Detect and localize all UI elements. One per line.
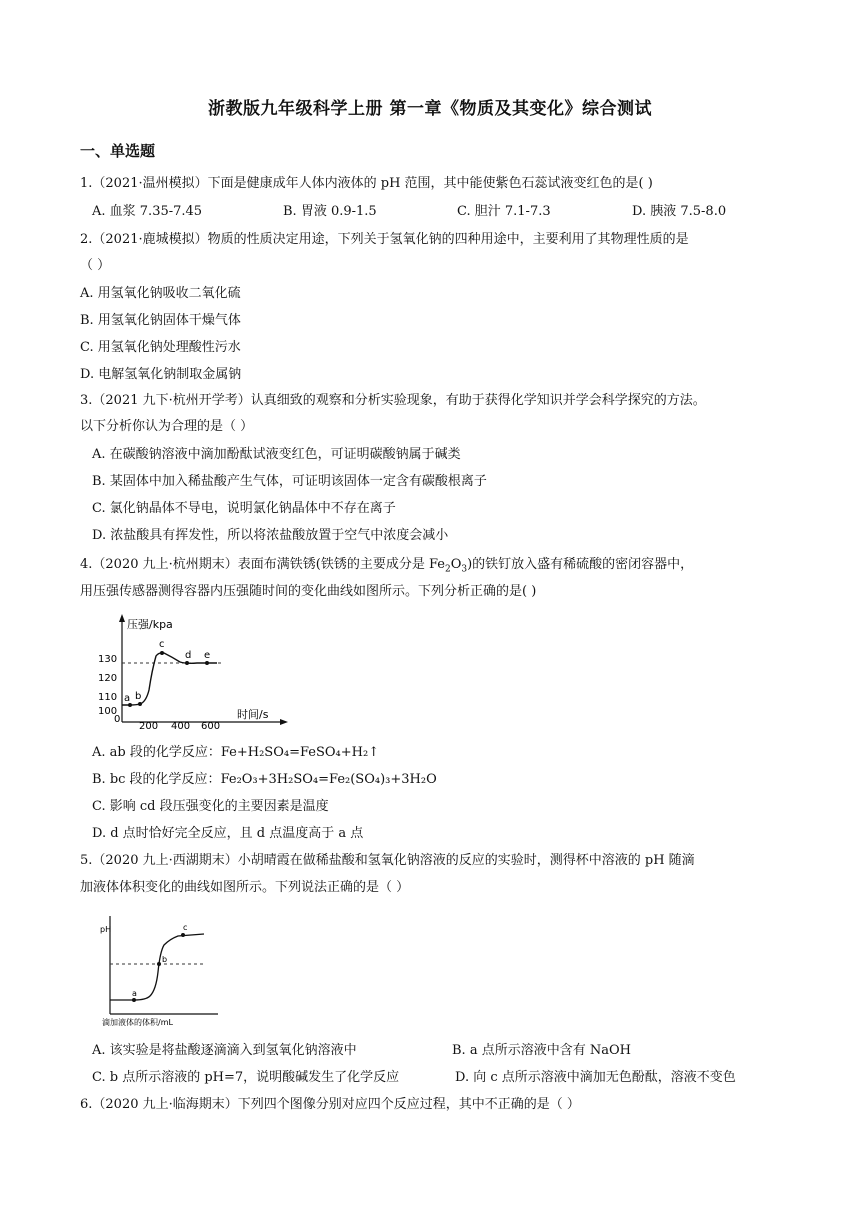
- x-axis-label: 时间/s: [237, 708, 269, 721]
- y-tick-110: 110: [98, 692, 118, 703]
- q1-option-b: B. 胃液 0.9-1.5: [283, 204, 377, 219]
- y-tick-100: 100: [98, 706, 118, 717]
- q5-stem-line1: 5.（2020 九上·西湖期末）小胡晴霞在做稀盐酸和氢氧化钠溶液的反应的实验时，测得杯中溶液的 pH 随滴: [80, 853, 695, 868]
- q4-option-a-equation: Fe+H₂SO₄=FeSO₄+H₂↑: [220, 745, 380, 760]
- q5-option-d: D. 向 c 点所示溶液中滴加无色酚酞，溶液不变色: [455, 1070, 736, 1085]
- q3-stem-line2: 以下分析你认为合理的是（ ）: [80, 419, 254, 434]
- q4-stem-part1: 4.（2020 九上·杭州期末）表面布满铁锈(铁锈的主要成分是 Fe: [80, 557, 445, 572]
- q4-option-b-equation: Fe₂O₃+3H₂SO₄=Fe₂(SO₄)₃+3H₂O: [220, 772, 437, 787]
- y-tick-130: 130: [98, 654, 118, 665]
- q1-option-a: A. 血浆 7.35-7.45: [92, 204, 203, 219]
- x-axis-arrow: [280, 719, 288, 725]
- q4-stem-part2: O: [450, 557, 462, 572]
- q1-option-d: D. 胰液 7.5-8.0: [632, 204, 727, 219]
- q2-stem-line1: 2.（2021·鹿城模拟）物质的性质决定用途，下列关于氢氧化钠的四种用途中，主要利用了其物理性质的是: [80, 232, 689, 247]
- point-d: [185, 661, 189, 665]
- q2-option-b: B. 用氢氧化钠固体干燥气体: [80, 313, 241, 328]
- y-axis-arrow: [119, 614, 125, 622]
- q3-option-c: C. 氯化钠晶体不导电，说明氯化钠晶体中不存在离子: [92, 501, 396, 516]
- point-b: [138, 702, 142, 706]
- q4-option-b-label: B. bc 段的化学反应：: [92, 772, 221, 787]
- q5-stem-line2: 加液体体积变化的曲线如图所示。下列说法正确的是（ ）: [80, 880, 410, 895]
- label-a: a: [124, 693, 131, 704]
- q4-option-a-label: A. ab 段的化学反应：: [92, 745, 221, 760]
- q3-option-d: D. 浓盐酸具有挥发性，所以将浓盐酸放置于空气中浓度会减小: [92, 528, 449, 543]
- label-b: b: [135, 691, 142, 702]
- q1-option-c: C. 胆汁 7.1-7.3: [457, 204, 551, 219]
- x-tick-600: 600: [201, 721, 221, 732]
- point-c: [160, 651, 164, 655]
- label-d: d: [185, 650, 192, 661]
- q2-option-a: A. 用氢氧化钠吸收二氧化硫: [80, 286, 241, 301]
- q4-option-d: D. d 点时恰好完全反应，且 d 点温度高于 a 点: [92, 826, 364, 841]
- x-tick-400: 400: [171, 721, 191, 732]
- q3-option-a: A. 在碳酸钠溶液中滴加酚酞试液变红色，可证明碳酸钠属于碱类: [92, 447, 461, 462]
- y-axis-label: 压强/kpa: [127, 618, 173, 631]
- label-c: c: [183, 923, 188, 932]
- point-a: [132, 998, 136, 1002]
- x-tick-0: 0: [114, 714, 121, 725]
- ph-curve: [110, 934, 204, 1000]
- section-heading: 一、单选题: [80, 142, 156, 160]
- point-e: [205, 661, 209, 665]
- y-axis-label: pH: [100, 925, 112, 934]
- q5-option-a: A. 该实验是将盐酸逐滴滴入到氢氧化钠溶液中: [92, 1043, 357, 1058]
- point-b: [157, 962, 161, 966]
- q1-stem: 1.（2021·温州模拟）下面是健康成年人体内液体的 pH 范围，其中能使紫色石蕊试液变红色的是( ): [80, 176, 653, 191]
- label-e: e: [204, 650, 211, 661]
- q4-stem-line2: 用压强传感器测得容器内压强随时间的变化曲线如图所示。下列分析正确的是( ): [80, 584, 537, 599]
- q5-option-c: C. b 点所示溶液的 pH=7，说明酸碱发生了化学反应: [92, 1070, 400, 1085]
- q3-stem-line1: 3.（2021 九下·杭州开学考）认真细致的观察和分析实验现象，有助于获得化学知识并学会科学探究的方法。: [80, 393, 706, 408]
- q2-option-c: C. 用氢氧化钠处理酸性污水: [80, 340, 241, 355]
- q4-option-c: C. 影响 cd 段压强变化的主要因素是温度: [92, 799, 329, 814]
- point-c: [181, 933, 185, 937]
- q4-stem-part3: )的铁钉放入盛有稀硫酸的密闭容器中，: [467, 557, 694, 572]
- q4-stem-line1: 4.（2020 九上·杭州期末）表面布满铁锈(铁锈的主要成分是 $Fe_2O_3$)的铁钉放入盛有稀硫酸的密闭容器中，: [80, 557, 694, 575]
- q6-stem: 6.（2020 九上·临海期末）下列四个图像分别对应四个反应过程，其中不正确的是（ ）: [80, 1097, 580, 1112]
- x-axis-label: 滴加液体的体积/mL: [102, 1018, 173, 1027]
- q2-option-d: D. 电解氢氧化钠制取金属钠: [80, 367, 242, 382]
- label-a: a: [132, 989, 137, 998]
- label-c: c: [159, 639, 165, 650]
- x-tick-200: 200: [139, 721, 159, 732]
- page-title: 浙教版九年级科学上册 第一章《物质及其变化》综合测试: [208, 99, 652, 119]
- ph-titration-chart: [98, 912, 223, 1030]
- pressure-time-chart: [92, 610, 292, 735]
- q4-option-b: [92, 771, 437, 789]
- q5-option-b: B. a 点所示溶液中含有 NaOH: [452, 1043, 631, 1058]
- q2-stem-line2: （ ）: [80, 258, 111, 273]
- y-tick-120: 120: [98, 673, 118, 684]
- q4-option-a: [92, 744, 379, 762]
- q3-option-b: B. 某固体中加入稀盐酸产生气体，可证明该固体一定含有碳酸根离子: [92, 474, 487, 489]
- label-b: b: [162, 955, 168, 964]
